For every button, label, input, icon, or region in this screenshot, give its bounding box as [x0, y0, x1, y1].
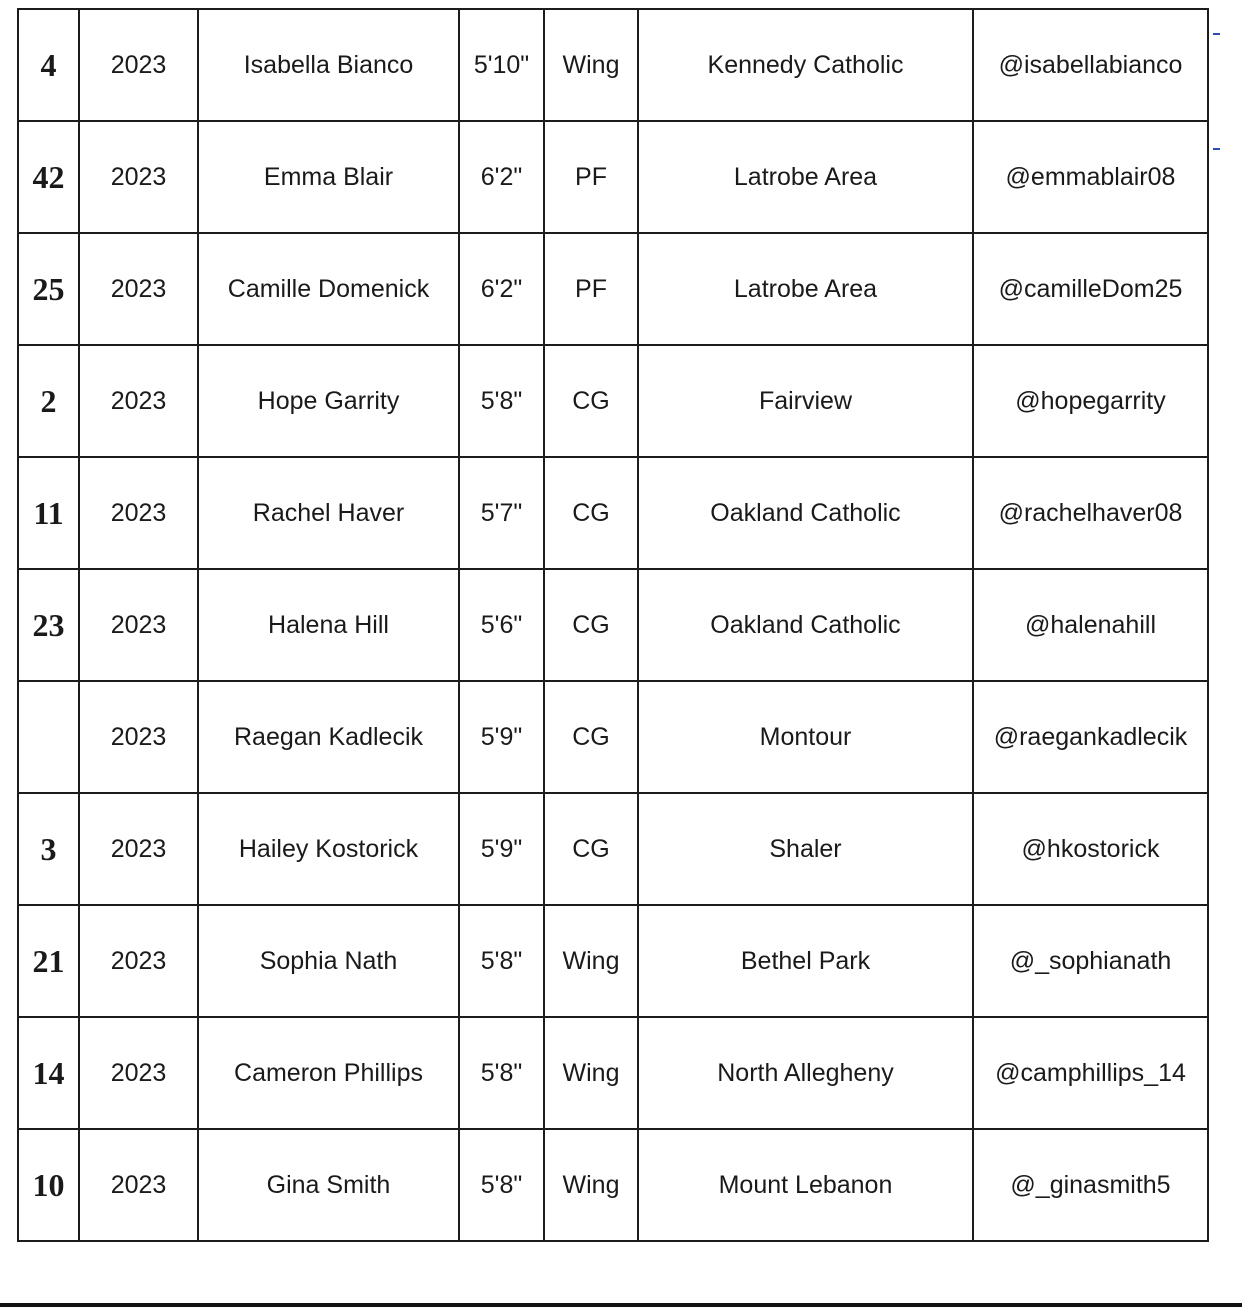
class-year-cell: 2023: [79, 9, 198, 121]
jersey-number-cell: 42: [18, 121, 79, 233]
jersey-number-cell: [18, 681, 79, 793]
school-cell: Latrobe Area: [638, 121, 973, 233]
height-cell: 5'8": [459, 1129, 544, 1241]
jersey-number-cell: 4: [18, 9, 79, 121]
position-cell: Wing: [544, 9, 638, 121]
class-year-cell: 2023: [79, 1129, 198, 1241]
height-cell: 6'2": [459, 233, 544, 345]
table-row: [18, 9, 1208, 121]
table-row: [18, 569, 1208, 681]
height-cell: 5'6": [459, 569, 544, 681]
social-handle-cell: @rachelhaver08: [973, 457, 1208, 569]
position-cell: CG: [544, 569, 638, 681]
height-cell: 5'9": [459, 681, 544, 793]
class-year-cell: 2023: [79, 905, 198, 1017]
player-name-cell: Hope Garrity: [198, 345, 459, 457]
social-handle-cell: @isabellabianco: [973, 9, 1208, 121]
height-cell: 5'8": [459, 345, 544, 457]
school-cell: Shaler: [638, 793, 973, 905]
school-cell: Oakland Catholic: [638, 457, 973, 569]
height-cell: 5'7": [459, 457, 544, 569]
height-cell: 5'8": [459, 1017, 544, 1129]
social-handle-cell: @camphillips_14: [973, 1017, 1208, 1129]
jersey-number-cell: 2: [18, 345, 79, 457]
bottom-rule: [0, 1303, 1242, 1307]
edge-mark: [1213, 148, 1220, 150]
jersey-number-cell: 10: [18, 1129, 79, 1241]
player-name-cell: Isabella Bianco: [198, 9, 459, 121]
class-year-cell: 2023: [79, 793, 198, 905]
table-row: [18, 121, 1208, 233]
school-cell: Fairview: [638, 345, 973, 457]
position-cell: CG: [544, 793, 638, 905]
position-cell: CG: [544, 681, 638, 793]
class-year-cell: 2023: [79, 457, 198, 569]
school-cell: Oakland Catholic: [638, 569, 973, 681]
school-cell: Mount Lebanon: [638, 1129, 973, 1241]
height-cell: 5'9": [459, 793, 544, 905]
roster-table: [17, 8, 1209, 1242]
table-row: [18, 681, 1208, 793]
height-cell: 5'8": [459, 905, 544, 1017]
social-handle-cell: @raegankadlecik: [973, 681, 1208, 793]
school-cell: Bethel Park: [638, 905, 973, 1017]
social-handle-cell: @emmablair08: [973, 121, 1208, 233]
class-year-cell: 2023: [79, 569, 198, 681]
class-year-cell: 2023: [79, 121, 198, 233]
height-cell: 5'10": [459, 9, 544, 121]
table-row: [18, 457, 1208, 569]
jersey-number-cell: 14: [18, 1017, 79, 1129]
class-year-cell: 2023: [79, 1017, 198, 1129]
roster-body: [18, 9, 1208, 1241]
height-cell: 6'2": [459, 121, 544, 233]
table-row: [18, 1129, 1208, 1241]
jersey-number-cell: 11: [18, 457, 79, 569]
position-cell: Wing: [544, 1017, 638, 1129]
player-name-cell: Rachel Haver: [198, 457, 459, 569]
edge-mark: [1213, 33, 1220, 35]
table-row: [18, 233, 1208, 345]
school-cell: Montour: [638, 681, 973, 793]
table-row: [18, 793, 1208, 905]
social-handle-cell: @_sophianath: [973, 905, 1208, 1017]
social-handle-cell: @hkostorick: [973, 793, 1208, 905]
position-cell: CG: [544, 345, 638, 457]
player-name-cell: Sophia Nath: [198, 905, 459, 1017]
player-name-cell: Emma Blair: [198, 121, 459, 233]
table-row: [18, 1017, 1208, 1129]
social-handle-cell: @camilleDom25: [973, 233, 1208, 345]
position-cell: PF: [544, 121, 638, 233]
class-year-cell: 2023: [79, 345, 198, 457]
jersey-number-cell: 21: [18, 905, 79, 1017]
school-cell: North Allegheny: [638, 1017, 973, 1129]
player-name-cell: Gina Smith: [198, 1129, 459, 1241]
class-year-cell: 2023: [79, 681, 198, 793]
position-cell: PF: [544, 233, 638, 345]
player-name-cell: Hailey Kostorick: [198, 793, 459, 905]
player-name-cell: Cameron Phillips: [198, 1017, 459, 1129]
jersey-number-cell: 25: [18, 233, 79, 345]
table-row: [18, 345, 1208, 457]
position-cell: CG: [544, 457, 638, 569]
jersey-number-cell: 3: [18, 793, 79, 905]
social-handle-cell: @halenahill: [973, 569, 1208, 681]
player-name-cell: Raegan Kadlecik: [198, 681, 459, 793]
player-name-cell: Camille Domenick: [198, 233, 459, 345]
social-handle-cell: @hopegarrity: [973, 345, 1208, 457]
school-cell: Latrobe Area: [638, 233, 973, 345]
school-cell: Kennedy Catholic: [638, 9, 973, 121]
table-row: [18, 905, 1208, 1017]
player-name-cell: Halena Hill: [198, 569, 459, 681]
position-cell: Wing: [544, 905, 638, 1017]
class-year-cell: 2023: [79, 233, 198, 345]
position-cell: Wing: [544, 1129, 638, 1241]
social-handle-cell: @_ginasmith5: [973, 1129, 1208, 1241]
jersey-number-cell: 23: [18, 569, 79, 681]
